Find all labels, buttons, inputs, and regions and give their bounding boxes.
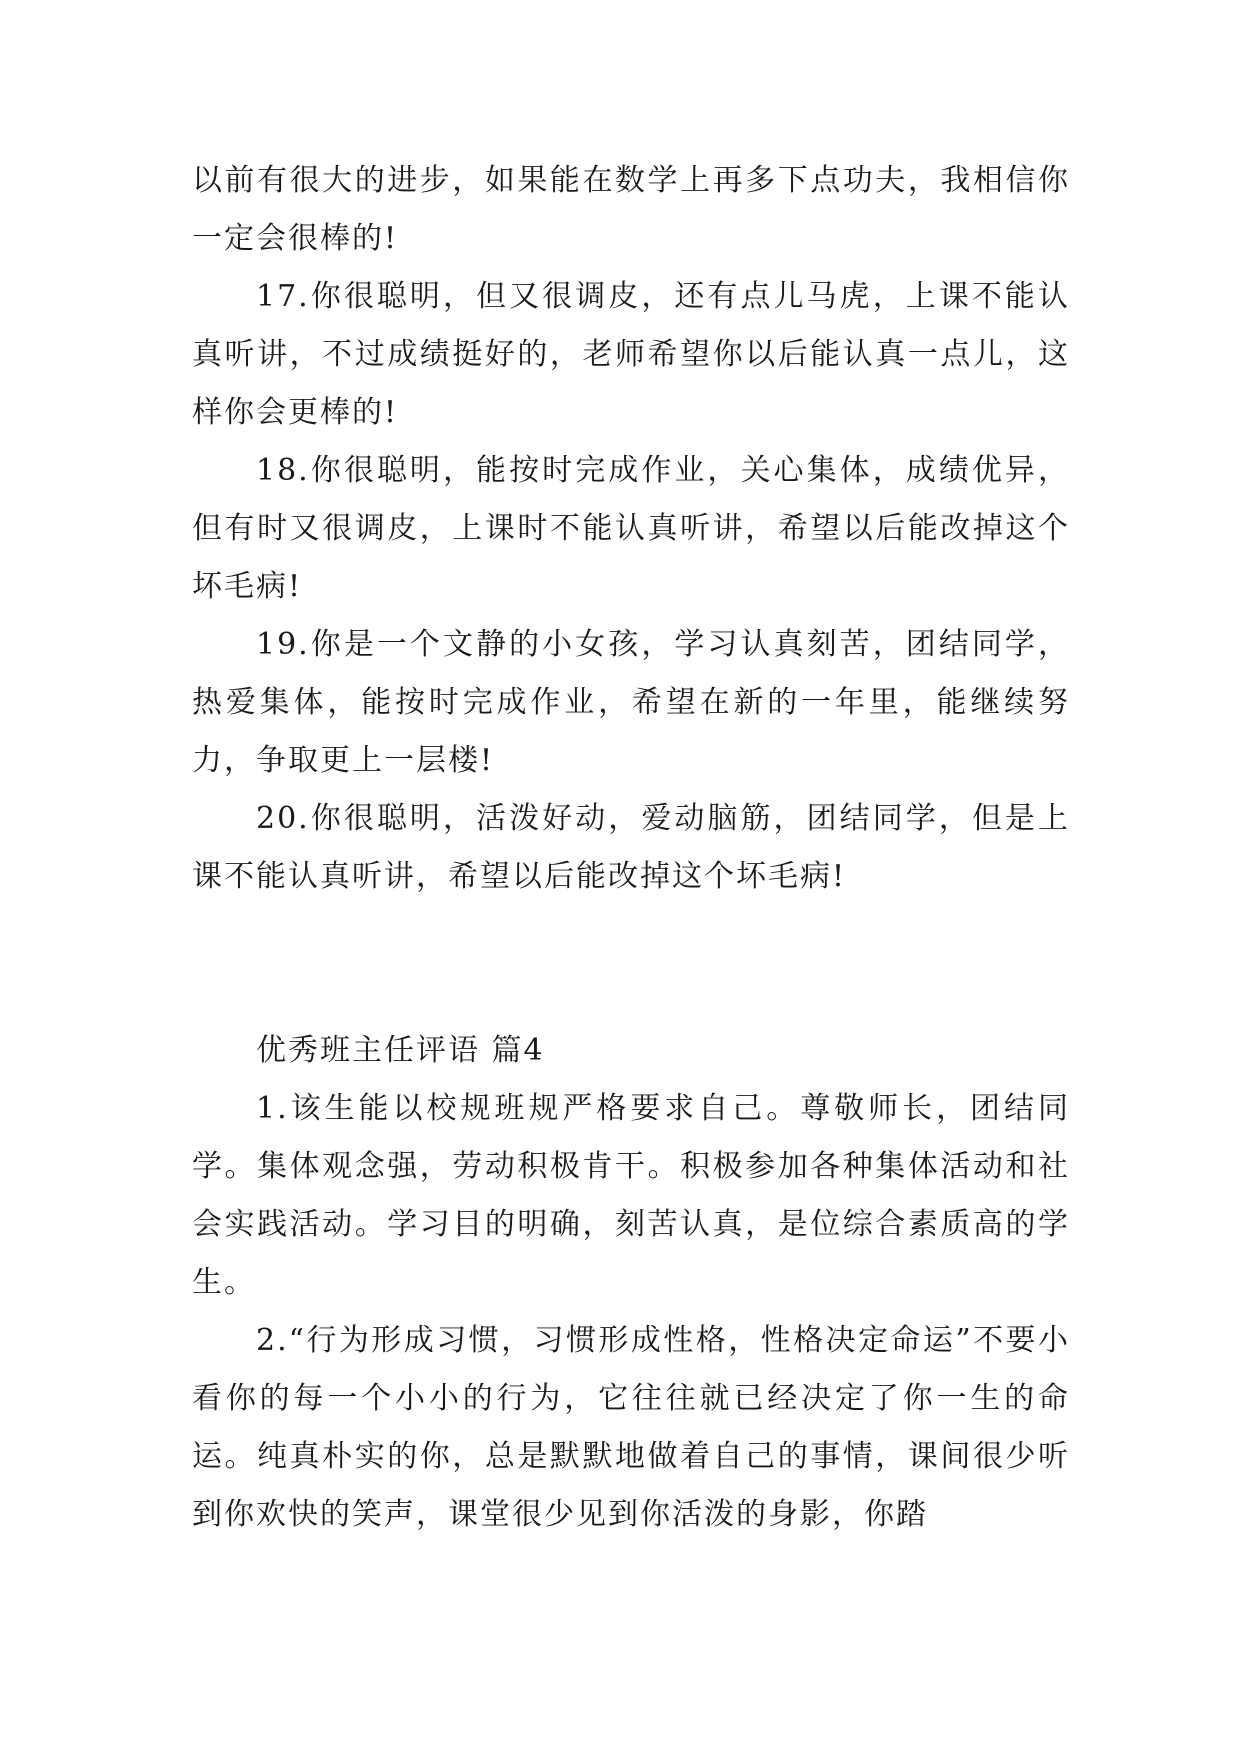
paragraph-continued: 以前有很大的进步，如果能在数学上再多下点功夫，我相信你一定会很棒的! <box>192 163 1070 256</box>
paragraph-item-20: 20.你很聪明，活泼好动，爱动脑筋，团结同学，但是上课不能认真听讲，希望以后能改掉这个坏毛病! <box>192 801 1070 894</box>
paragraph-item-19: 19.你是一个文静的小女孩，学习认真刻苦，团结同学，热爱集体，能按时完成作业，希望在新的一年里，能继续努力，争取更上一层楼! <box>192 627 1070 778</box>
paragraph-item-2: 2.“行为形成习惯，习惯形成性格，性格决定命运”不要小看你的每一个小小的行为，它往往就已经决定了你一生的命运。纯真朴实的你，总是默默地做着自己的事情，课间很少听到你欢快的笑声，课堂很少见到你活泼的身影，你踏 <box>192 1323 1070 1532</box>
paragraph-item-18: 18.你很聪明，能按时完成作业，关心集体，成绩优异，但有时又很调皮，上课时不能认真听讲，希望以后能改掉这个坏毛病! <box>192 453 1070 604</box>
paragraph-item-1: 1.该生能以校规班规严格要求自己。尊敬师长，团结同学。集体观念强，劳动积极肯干。积极参加各种集体活动和社会实践活动。学习目的明确，刻苦认真，是位综合素质高的学生。 <box>192 1091 1070 1300</box>
section-heading: 优秀班主任评语 篇4 <box>256 1033 545 1068</box>
document-body <box>192 152 1070 1544</box>
section-gap <box>192 906 1070 1022</box>
paragraph-item-17: 17.你很聪明，但又很调皮，还有点儿马虎，上课不能认真听讲，不过成绩挺好的，老师希望你以后能认真一点儿，这样你会更棒的! <box>192 279 1070 430</box>
